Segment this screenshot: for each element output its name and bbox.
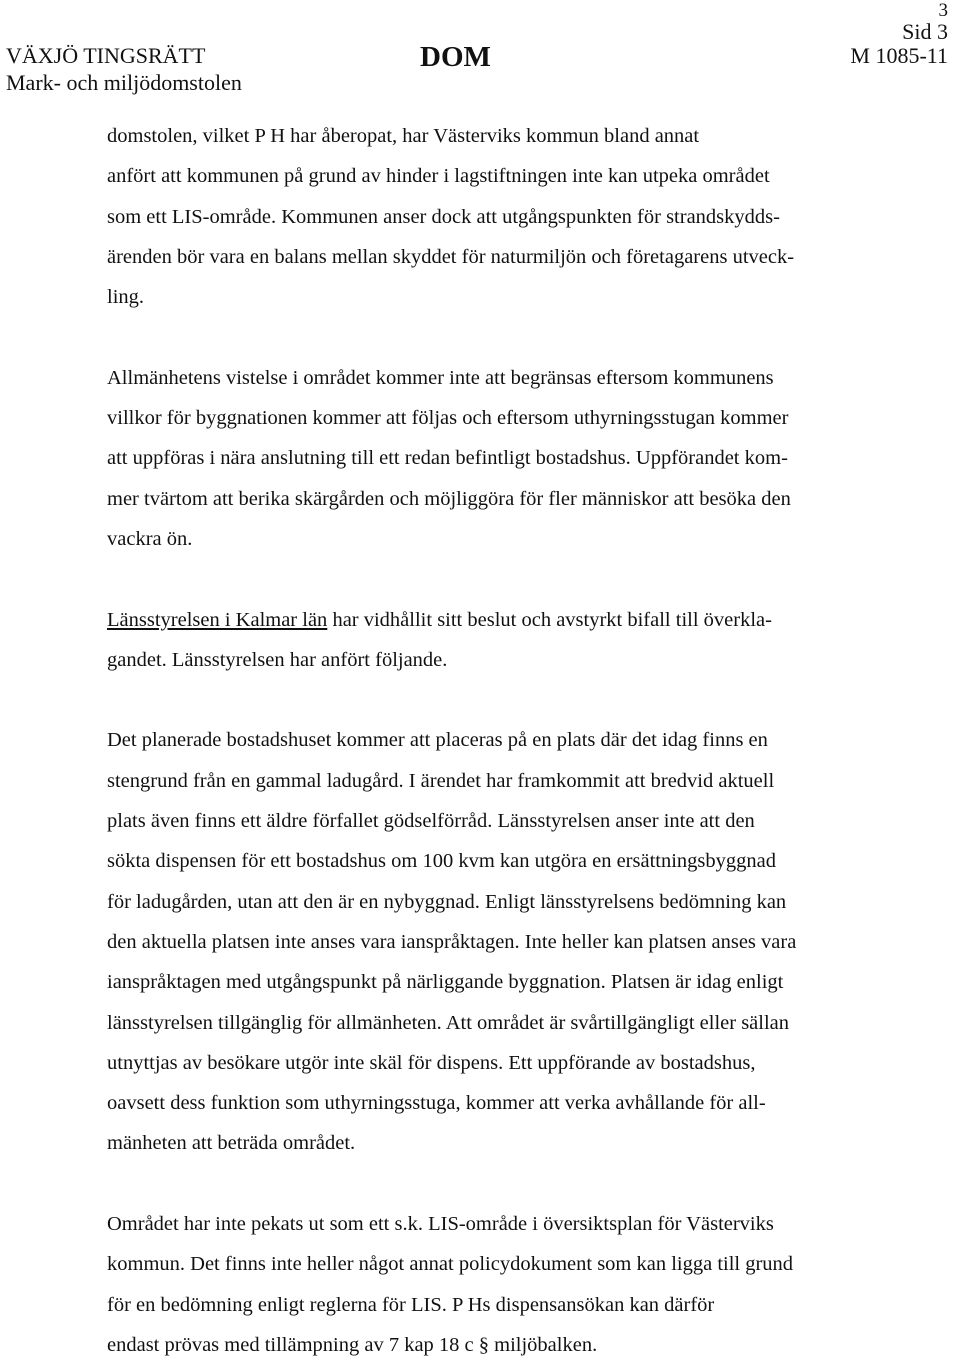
text-line: den aktuella platsen inte anses vara ianspråktagen. Inte heller kan platsen anses vara — [107, 930, 797, 953]
text-line — [107, 600, 897, 640]
document-type: DOM — [420, 41, 491, 73]
text-line: stengrund från en gammal ladugård. I ärendet har framkommit att bredvid aktuell — [107, 769, 775, 792]
text-line: ärenden bör vara en balans mellan skyddet för naturmiljön och företagarens utveck- — [107, 245, 795, 268]
paragraph — [107, 1204, 897, 1365]
paragraph — [107, 358, 897, 559]
text-line: domstolen, vilket P H har åberopat, har Västerviks kommun bland annat — [107, 125, 700, 147]
paragraph — [107, 720, 897, 1163]
text-line: för ladugården, utan att den är en nybyggnad. Enligt länsstyrelsens bedömning kan — [107, 890, 787, 913]
text-line: Området har inte pekats ut som ett s.k. LIS-område i översiktsplan för Västerviks — [107, 1213, 774, 1236]
text-line: för en bedömning enligt reglerna för LIS. P Hs dispensansökan kan därför — [107, 1293, 715, 1316]
text-line: mer tvärtom att berika skärgården och möjliggöra för fler människor att besöka den — [107, 487, 791, 510]
text-line: Allmänhetens vistelse i området kommer inte att begränsas eftersom kommunens — [107, 366, 774, 389]
text-line: sökta dispensen för ett bostadshus om 100 kvm kan utgöra en ersättningsbyggnad — [107, 850, 776, 873]
text-line: Det planerade bostadshuset kommer att placeras på en plats där det idag finns en — [107, 729, 768, 752]
text-line: mänheten att beträda området. — [107, 1132, 356, 1155]
page-label: Sid 3 — [902, 19, 948, 44]
text-line: som ett LIS-område. Kommunen anser dock att utgångspunkten för strandskydds- — [107, 205, 780, 228]
text-span: har vidhållit sitt beslut och avstyrkt bifall till överkla- — [327, 608, 772, 631]
paragraph — [107, 600, 897, 681]
text-line: kommun. Det finns inte heller något annat policydokument som kan ligga till grund — [107, 1253, 794, 1276]
authority-name: Länsstyrelsen i Kalmar län — [107, 608, 328, 631]
text-line: anfört att kommunen på grund av hinder i lagstiftningen inte kan utpeka området — [107, 165, 770, 188]
text-line: länsstyrelsen tillgänglig för allmänheten. Att området är svårtillgängligt eller sällan — [107, 1011, 790, 1034]
text-line: utnyttjas av besökare utgör inte skäl för dispens. Ett uppförande av bostadshus, — [107, 1051, 756, 1074]
paragraph — [107, 116, 897, 317]
text-line: vackra ön. — [107, 527, 193, 550]
department-name: Mark- och miljödomstolen — [6, 70, 242, 95]
document-body — [107, 116, 897, 1365]
text-line: plats även finns ett äldre förfallet gödselförråd. Länsstyrelsen anser inte att den — [107, 810, 755, 833]
text-line: oavsett dess funktion som uthyrningsstuga, kommer att verka avhållande för all- — [107, 1092, 766, 1115]
text-line: ianspråktagen med utgångspunkt på närliggande byggnation. Platsen är idag enligt — [107, 971, 784, 994]
text-line: att uppföras i nära anslutning till ett redan befintligt bostadshus. Uppförandet kom- — [107, 447, 788, 470]
case-number: M 1085-11 — [850, 43, 948, 68]
page-number: 3 — [938, 0, 948, 21]
text-line: endast prövas med tillämpning av 7 kap 18 c § miljöbalken. — [107, 1333, 598, 1356]
text-line: ling. — [107, 286, 145, 309]
text-line: villkor för byggnationen kommer att följas och eftersom uthyrningsstugan kommer — [107, 407, 789, 430]
court-name: VÄXJÖ TINGSRÄTT — [6, 43, 206, 68]
text-line: gandet. Länsstyrelsen har anfört följande. — [107, 648, 448, 671]
